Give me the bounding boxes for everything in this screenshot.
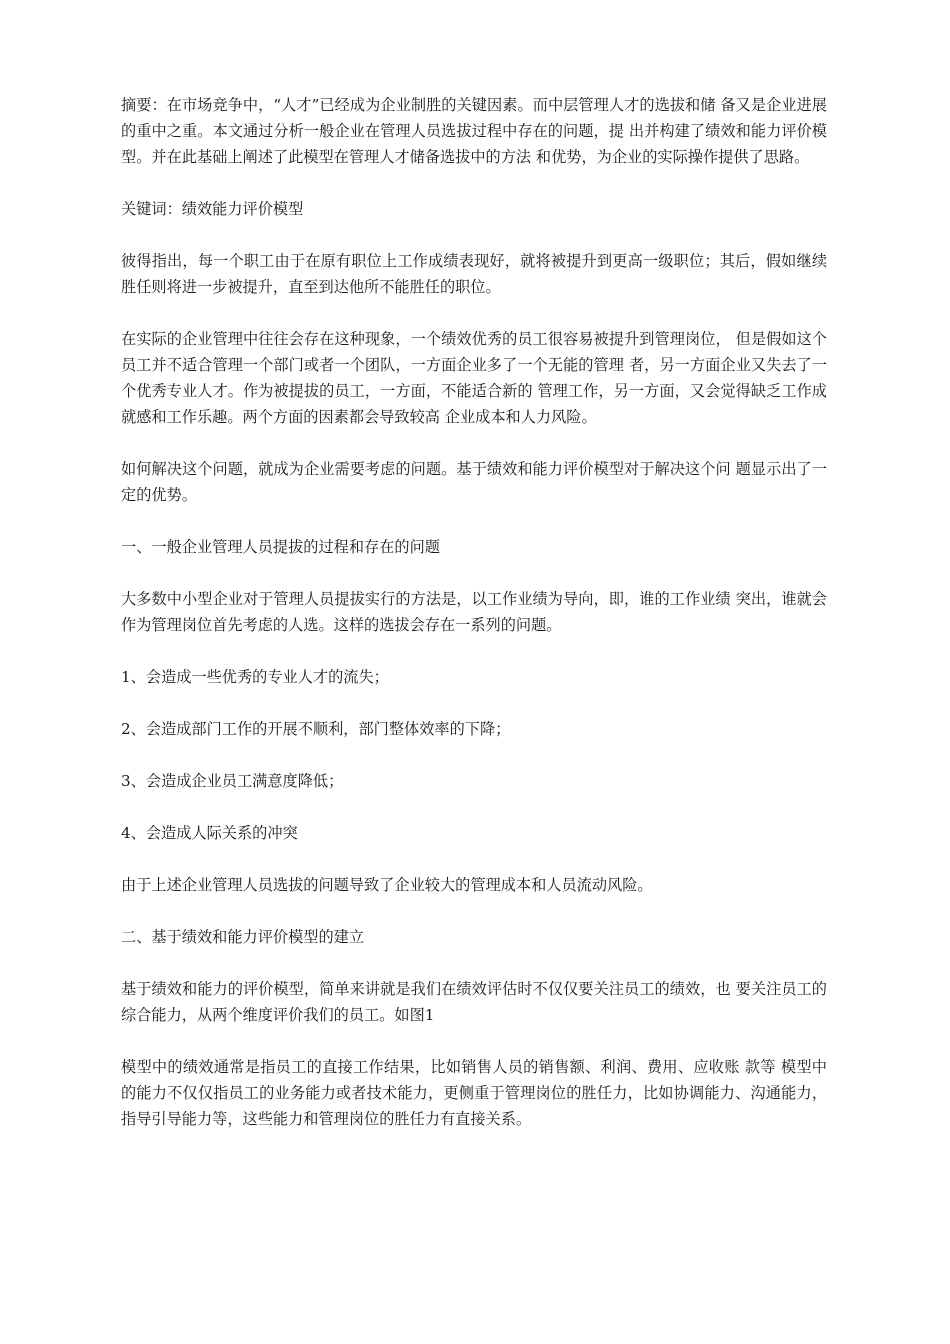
list-item: 1、会造成一些优秀的专业人才的流失； [121,668,389,686]
abstract-paragraph: 摘要：在市场竞争中，“人才”已经成为企业制胜的关键因素。而中层管理人才的选拔和储 备又是企业进展的重中之重。本文通过分析一般企业在管理人员选拔过程中存在的问题，提 出并构建了绩效和能力评价模型。并在此基础上阐述了此模型在管理人才储备选拔中的方法 和优势，为企业的实际操作提供了思路。 [121,96,827,166]
list-item: 4、会造成人际关系的冲突 [121,824,298,842]
body-paragraph: 由于上述企业管理人员选拔的问题导致了企业较大的管理成本和人员流动风险。 [121,876,653,894]
section-heading: 一、一般企业管理人员提拔的过程和存在的问题 [121,538,440,556]
document-body [121,92,827,1158]
list-item: 2、会造成部门工作的开展不顺利，部门整体效率的下降； [121,720,511,738]
section-heading: 二、基于绩效和能力评价模型的建立 [121,928,364,946]
body-paragraph: 大多数中小型企业对于管理人员提拔实行的方法是，以工作业绩为导向，即，谁的工作业绩 突出，谁就会作为管理岗位首先考虑的人选。这样的选拔会存在一系列的问题。 [121,590,827,634]
body-paragraph: 模型中的绩效通常是指员工的直接工作结果，比如销售人员的销售额、利润、费用、应收账 款等 模型中的能力不仅仅指员工的业务能力或者技术能力，更侧重于管理岗位的胜任力，比如协调能力、沟通能力，指导引导能力等，这些能力和管理岗位的胜任力有直接关系。 [121,1058,827,1128]
list-item: 3、会造成企业员工满意度降低； [121,772,344,790]
body-paragraph: 如何解决这个问题，就成为企业需要考虑的问题。基于绩效和能力评价模型对于解决这个问 题显示出了一定的优势。 [121,460,827,504]
body-paragraph: 基于绩效和能力的评价模型，简单来讲就是我们在绩效评估时不仅仅要关注员工的绩效，也 要关注员工的综合能力，从两个维度评价我们的员工。如图1 [121,980,827,1024]
body-paragraph: 彼得指出，每一个职工由于在原有职位上工作成绩表现好，就将被提升到更高一级职位；其后，假如继续胜任则将进一步被提升，直至到达他所不能胜任的职位。 [121,252,827,296]
body-paragraph: 在实际的企业管理中往往会存在这种现象，一个绩效优秀的员工很容易被提升到管理岗位， 但是假如这个员工并不适合管理一个部门或者一个团队，一方面企业多了一个无能的管理 者，另一方面企业又失去了一个优秀专业人才。作为被提拔的员工，一方面，不能适合新的 管理工作，另一方面，又会觉得缺乏工作成就感和工作乐趣。两个方面的因素都会导致较高 企业成本和人力风险。 [121,330,827,426]
keywords-line: 关键词：绩效能力评价模型 [121,200,304,218]
